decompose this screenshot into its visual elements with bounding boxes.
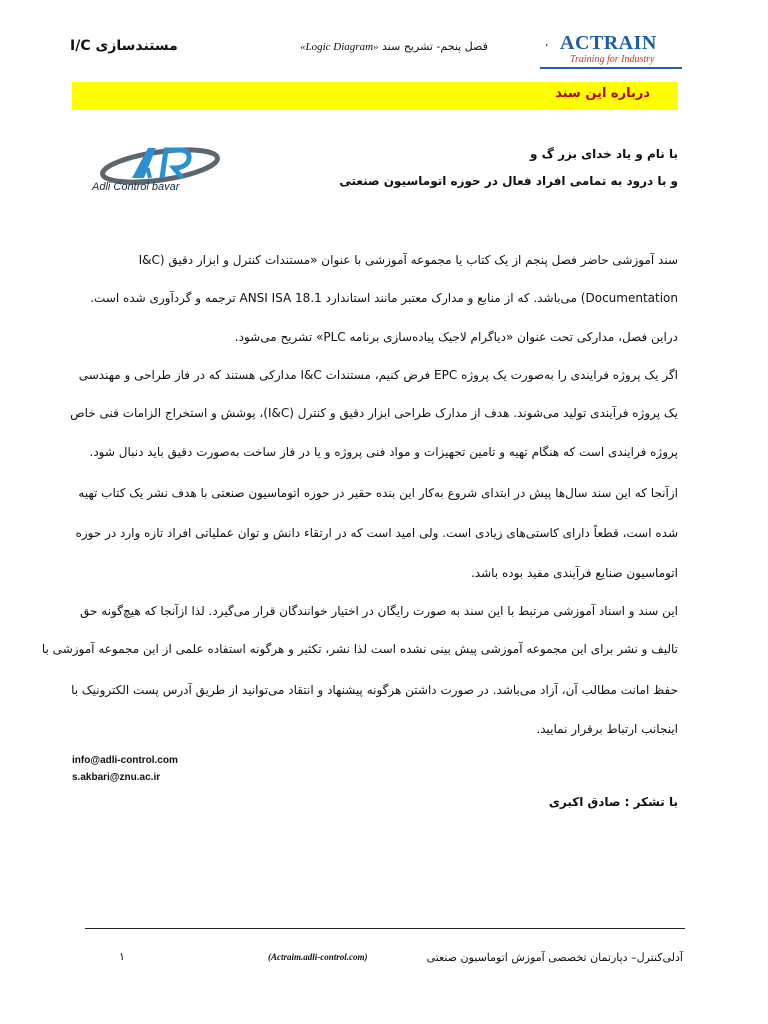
company-logo-text: Adli Control bavar xyxy=(92,181,180,193)
email-link-info[interactable]: info@adli-control.com xyxy=(72,755,178,766)
section-banner-title: درباره این سند xyxy=(555,86,650,101)
footer-page-number: ۱ xyxy=(119,950,125,963)
body-line-8: شده است، قطعاً دارای کاستی‌های زیادی است. ولی امید است که در ارتقاء دانش و توان عملیاتی افراد تازه وارد در حوزه xyxy=(75,526,678,540)
footer-department: آدلی‌کنترل– دپارتمان تخصصی آموزش اتوماسیون صنعتی xyxy=(426,951,683,964)
chapter-title-persian: فصل پنجم- تشریح سند xyxy=(378,40,488,53)
body-line-13: اینجانب ارتباط برقرار نمایید. xyxy=(536,722,678,736)
body-line-9: اتوماسیون صنایع فرآیندی مفید بوده باشد. xyxy=(470,566,678,580)
signature-line: با تشکر : صادق اکبری xyxy=(548,795,678,809)
header-chapter-title xyxy=(300,40,488,53)
footer-divider xyxy=(85,928,685,929)
brand-logo-name: ACTRAIN xyxy=(560,32,657,54)
body-line-11: تالیف و نشر برای این مجموعه آموزشی پیش بینی نشده است لذا نشر، تکثیر و هرگونه استفاده علمی از این مجموعه آموزشی با xyxy=(41,642,678,656)
brand-logo-tagline: Training for Industry xyxy=(570,54,655,65)
chapter-title-latin: «Logic Diagram» xyxy=(300,41,379,53)
body-line-10: این سند و اسناد آموزشی مرتبط با این سند به صورت رایگان در اختیار خوانندگان قرار می‌گیرد. لذا ازآنجا که هیچ‌گونه حق xyxy=(80,604,678,618)
body-line-12: حفظ امانت مطالب آن، آزاد می‌باشد. در صورت داشتن هرگونه پیشنهاد و انتقاد می‌توانید از طریق آدرس پست الکترونیک با xyxy=(71,683,678,697)
body-line-7: ازآنجا که این سند سال‌ها پیش در ابتدای شروع به‌کار این بنده حقیر در حوزه اتوماسیون صنعتی با هدف نشر یک کتاب تهیه xyxy=(78,486,678,500)
body-line-6: پروژه فرایندی است که هنگام تهیه و تامین تجهیزات و مواد فنی پروژه و یا در فاز ساخت به‌صورت دقیق باید دنبال شود. xyxy=(89,445,678,459)
body-line-4: اگر یک پروژه فرایندی را به‌صورت یک پروژه EPC فرض کنیم، مستندات I&C مدارکی هستند که در فاز طراحی و مهندسی xyxy=(78,368,678,382)
body-line-2: Documentation) می‌باشد. که از منابع و مدارک معتبر مانند استاندارد ANSI ISA 18.1 ترجمه و گردآوری شده است. xyxy=(90,291,678,305)
body-line-5: یک پروژه فرآیندی تولید می‌شوند. هدف از مدارک طراحی ابزار دقیق و کنترل (I&C)، پوشش و استخراج الزامات فنی خاص xyxy=(70,406,678,420)
greeting-line-1: با نام و یاد خدای بزر گ و xyxy=(529,147,678,161)
body-line-3: دراین فصل، مدارکی تحت عنوان «دیاگرام لاجیک پیاده‌سازی برنامه PLC» تشریح می‌شود. xyxy=(234,330,678,344)
brand-mark: ، xyxy=(545,38,549,49)
header-document-title: مستندسازی I/C xyxy=(70,38,178,54)
footer-website[interactable]: (Actraim.adli-control.com) xyxy=(268,952,368,962)
email-link-author[interactable]: s.akbari@znu.ac.ir xyxy=(72,772,161,783)
body-line-1: سند آموزشی حاضر فصل پنجم از یک کتاب یا مجموعه آموزشی با عنوان «مستندات کنترل و ابزار دقیق (I&C xyxy=(138,253,678,267)
brand-underline xyxy=(540,67,682,69)
greeting-line-2: و با درود به تمامی افراد فعال در حوزه اتوماسیون صنعتی xyxy=(339,174,678,188)
